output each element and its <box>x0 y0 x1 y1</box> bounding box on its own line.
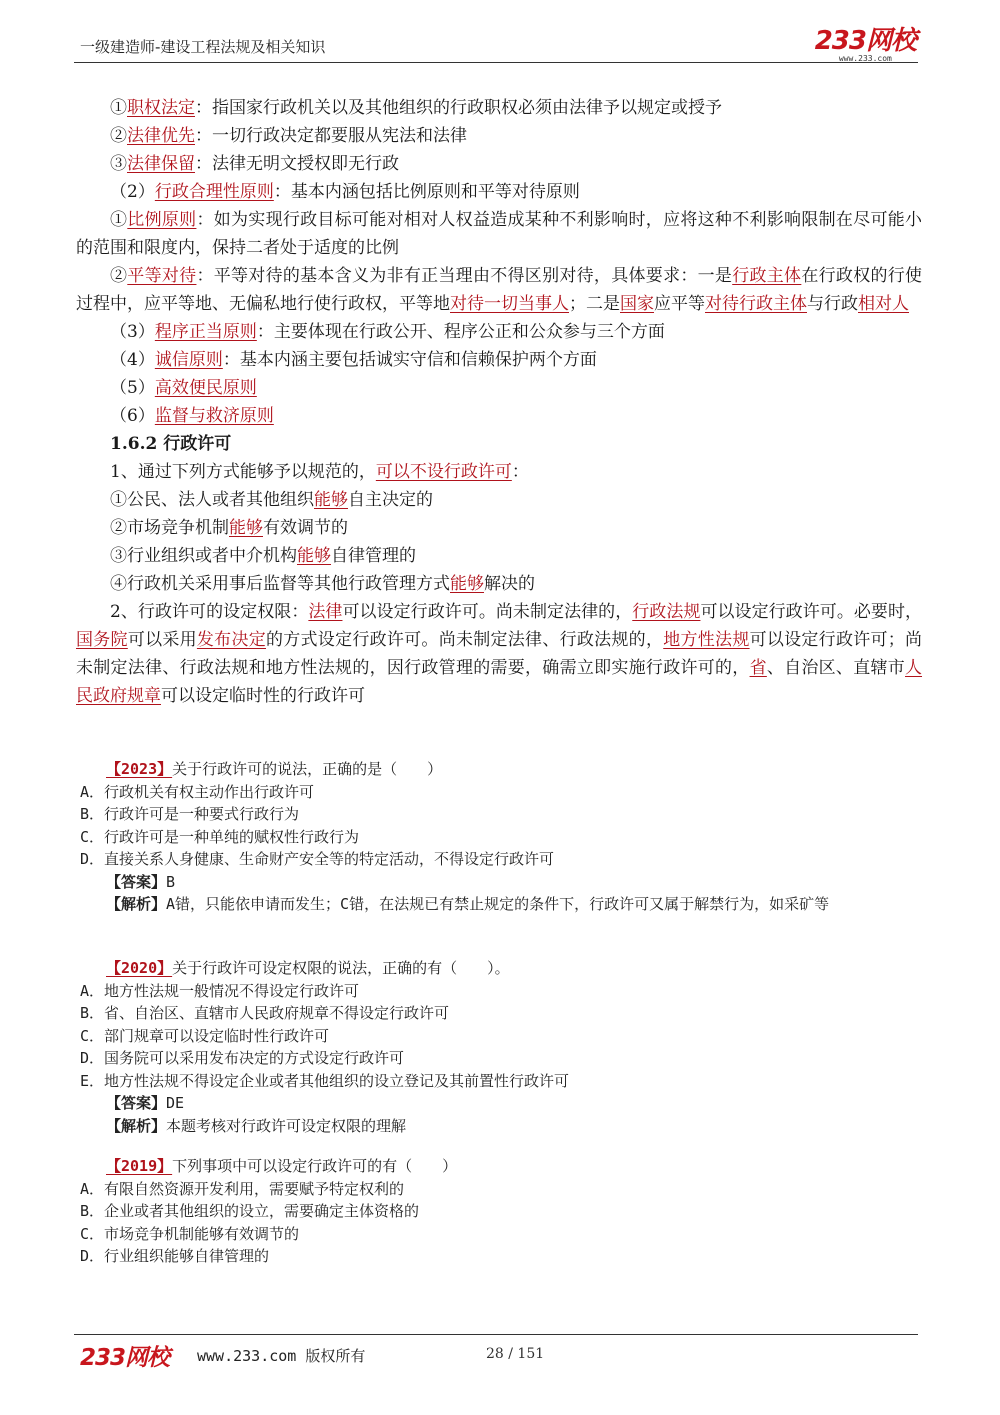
item-text: 与行政 <box>807 294 858 314</box>
item-marker: ② <box>110 126 127 146</box>
item-marker: ① <box>110 210 128 230</box>
header-divider <box>74 62 918 63</box>
item-text: ②市场竞争机制 <box>110 518 229 538</box>
analysis-line <box>80 1115 920 1138</box>
item-marker: （6） <box>110 406 155 426</box>
key-term: 法律 <box>308 602 343 622</box>
principle-item <box>76 122 922 150</box>
key-term: 人民政府规章 <box>76 658 923 706</box>
analysis-label: 【解析】 <box>106 1116 167 1135</box>
key-term: 国家 <box>620 294 654 314</box>
option-d: D．国务院可以采用发布决定的方式设定行政许可 <box>80 1049 405 1067</box>
list-item <box>76 514 922 542</box>
analysis-text: A错，只能依申请而发生；C错，在法规已有禁止规定的条件下，行政许可又属于解禁行为，如采矿等 <box>166 895 830 913</box>
question-year: 【2020】 <box>106 959 173 977</box>
question-text: 关于行政许可设定权限的说法，正确的有（ ）。 <box>172 959 510 977</box>
answer-label: 【答案】 <box>106 872 167 891</box>
key-term: 可以不设行政许可 <box>375 462 512 482</box>
item-text: ：基本内涵包括比例原则和平等对待原则 <box>273 182 580 202</box>
key-term: 国务院 <box>76 630 128 650</box>
key-term: 行政主体 <box>732 266 802 286</box>
list-item <box>76 486 922 514</box>
item-text: ：法律无明文授权即无行政 <box>195 154 399 174</box>
principle-item <box>76 374 922 402</box>
list-item <box>76 542 922 570</box>
option-d: D．直接关系人身健康、生命财产安全等的特定活动，不得设定行政许可 <box>80 850 555 868</box>
footer-logo: 233网校 <box>80 1345 170 1371</box>
key-term: 对待一切当事人 <box>450 294 569 314</box>
list-item <box>76 570 922 598</box>
principle-item <box>76 262 922 318</box>
rule-intro <box>76 458 922 486</box>
answer-value: DE <box>166 1094 185 1112</box>
item-text: 2、行政许可的设定权限： <box>110 602 309 622</box>
item-marker: ② <box>110 266 128 286</box>
item-text: 可以设定行政许可。尚未制定法律的， <box>342 602 633 622</box>
item-text: ：如为实现行政目标可能对相对人权益造成某种不利影响时，应将这种不利影响限制在尽可能小的范围和限度内，保持二者处于适度的比例 <box>76 210 923 258</box>
brand-logo-text: 233网校 <box>814 26 916 56</box>
item-text: ：基本内涵主要包括诚实守信和信赖保护两个方面 <box>222 350 597 370</box>
option-a: A．地方性法规一般情况不得设定行政许可 <box>80 981 360 1000</box>
item-text: 可以采用 <box>127 630 197 650</box>
question-text: 关于行政许可的说法，正确的是（ ） <box>172 760 443 778</box>
key-term: 能够 <box>314 490 348 510</box>
item-text: 自律管理的 <box>331 546 416 566</box>
key-term: 能够 <box>229 518 263 538</box>
item-text: ：一切行政决定都要服从宪法和法律 <box>195 126 467 146</box>
key-term: 省 <box>749 658 767 678</box>
option-e: E．地方性法规不得设定企业或者其他组织的设立登记及其前置性行政许可 <box>80 1071 570 1090</box>
key-term: 能够 <box>450 574 484 594</box>
question-stem <box>80 1155 920 1178</box>
item-marker: （4） <box>110 350 155 370</box>
item-text: 可以设定行政许可。必要时， <box>700 602 923 622</box>
footer-divider <box>74 1334 918 1335</box>
answer-value: B <box>166 872 176 891</box>
item-text: 在行政权的行使过程中，应平等地、无偏私地行使行政权，平等地 <box>76 266 923 314</box>
principles-section <box>76 94 922 710</box>
item-text: 可以设定临时性的行政许可 <box>161 686 365 706</box>
item-marker: （2） <box>110 182 155 202</box>
key-term: 能够 <box>297 546 331 566</box>
item-text: 1、通过下列方式能够予以规范的， <box>110 462 376 482</box>
answer-label: 【答案】 <box>106 1094 167 1112</box>
item-text: ：指国家行政机关以及其他组织的行政职权必须由法律予以规定或授予 <box>195 98 722 118</box>
option-b: B．省、自治区、直辖市人民政府规章不得设定行政许可 <box>80 1004 450 1022</box>
exam-question-2023 <box>80 758 920 916</box>
principle-item <box>76 402 922 430</box>
item-text: ③行业组织或者中介机构 <box>110 546 297 566</box>
principle-item <box>76 94 922 122</box>
exam-question-2019 <box>80 1155 920 1268</box>
key-term: 监督与救济原则 <box>154 406 274 426</box>
key-term: 相对人 <box>858 294 909 314</box>
key-term: 行政合理性原则 <box>154 182 274 202</box>
item-text: 的方式设定行政许可。尚未制定法律、行政法规的， <box>266 630 664 650</box>
item-marker: （5） <box>110 378 155 398</box>
brand-logo-url: www.233.com <box>838 54 892 63</box>
page-number: 28 / 151 <box>486 1346 545 1362</box>
principle-item <box>76 178 922 206</box>
principle-item <box>76 346 922 374</box>
key-term: 比例原则 <box>127 210 197 230</box>
option-b: B．行政许可是一种要式行政行为 <box>80 805 300 823</box>
analysis-text: 本题考核对行政许可设定权限的理解 <box>166 1116 407 1135</box>
principle-item <box>76 318 922 346</box>
answer-line <box>80 1092 920 1115</box>
item-marker: ③ <box>110 154 127 174</box>
principle-item <box>76 206 922 262</box>
item-text: 解决的 <box>484 574 535 594</box>
key-term: 程序正当原则 <box>154 322 257 342</box>
key-term: 发布决定 <box>196 630 266 650</box>
item-text: 自主决定的 <box>348 490 433 510</box>
item-text: ：平等对待的基本含义为非有正当理由不得区别对待，具体要求：一是 <box>196 266 733 286</box>
permit-authority-paragraph <box>76 598 922 710</box>
option-b: B．企业或者其他组织的设立，需要确定主体资格的 <box>80 1202 420 1220</box>
item-text: ；二是 <box>569 294 620 314</box>
question-stem <box>80 758 920 781</box>
item-text: 、自治区、直辖市 <box>766 658 906 678</box>
item-text: ：主要体现在行政公开、程序公正和公众参与三个方面 <box>256 322 665 342</box>
exam-question-2020 <box>80 957 920 1137</box>
item-marker: （3） <box>110 322 155 342</box>
item-marker: ① <box>110 98 127 118</box>
key-term: 职权法定 <box>127 98 195 118</box>
question-year: 【2019】 <box>106 1157 173 1175</box>
analysis-line <box>80 893 920 916</box>
item-text: 有效调节的 <box>263 518 348 538</box>
principle-item <box>76 150 922 178</box>
analysis-label: 【解析】 <box>106 895 167 913</box>
key-term: 地方性法规 <box>663 630 750 650</box>
question-text: 下列事项中可以设定行政许可的有（ ） <box>172 1157 458 1175</box>
key-term: 对待行政主体 <box>705 294 807 314</box>
option-d: D．行业组织能够自律管理的 <box>80 1247 270 1265</box>
key-term: 行政法规 <box>632 602 701 622</box>
section-heading: 1.6.2 行政许可 <box>110 434 232 454</box>
key-term: 平等对待 <box>127 266 197 286</box>
option-a: A．行政机关有权主动作出行政许可 <box>80 782 315 801</box>
item-text: 应平等 <box>654 294 705 314</box>
item-text: 可以设定行政许可；尚未制定法律、行政法规和地方性法规的，因行政管理的需要，确需立即实施行政许可的， <box>76 630 923 678</box>
key-term: 高效便民原则 <box>154 378 257 398</box>
key-term: 法律保留 <box>127 154 195 174</box>
key-term: 诚信原则 <box>154 350 223 370</box>
option-c: C．市场竞争机制能够有效调节的 <box>80 1224 300 1243</box>
item-text: ①公民、法人或者其他组织 <box>110 490 314 510</box>
document-header-title: 一级建造师-建设工程法规及相关知识 <box>80 38 326 56</box>
option-a: A．有限自然资源开发利用，需要赋予特定权利的 <box>80 1179 405 1198</box>
option-c: C．行政许可是一种单纯的赋权性行政行为 <box>80 827 360 846</box>
item-text: ④行政机关采用事后监督等其他行政管理方式 <box>110 574 450 594</box>
key-term: 法律优先 <box>127 126 195 146</box>
footer-copyright: www.233.com 版权所有 <box>197 1347 366 1365</box>
brand-logo <box>815 28 916 64</box>
item-text: ： <box>511 462 529 482</box>
question-year: 【2023】 <box>106 760 173 778</box>
question-stem <box>80 957 920 980</box>
option-c: C．部门规章可以设定临时性行政许可 <box>80 1026 330 1045</box>
answer-line <box>80 871 920 894</box>
